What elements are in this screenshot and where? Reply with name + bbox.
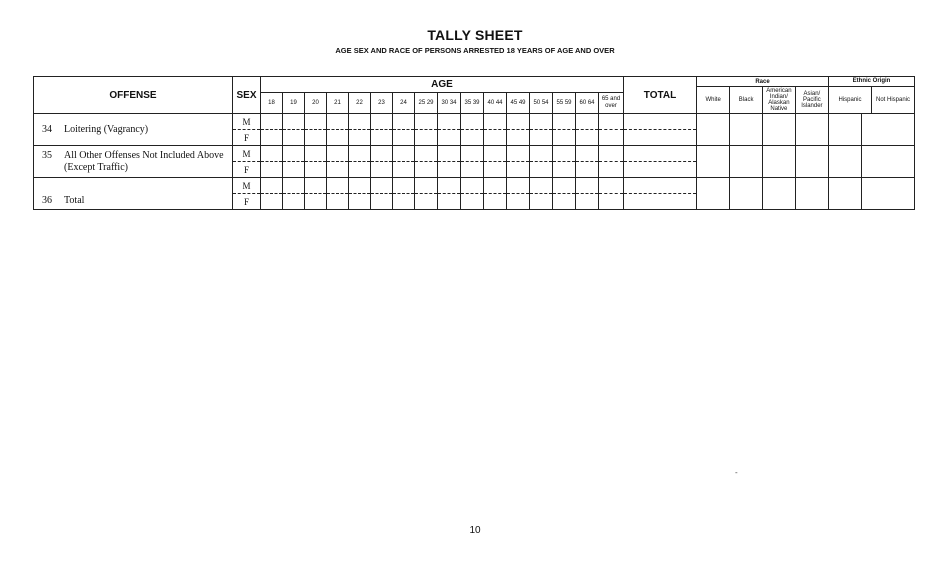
age-col-13: 55 59 — [553, 93, 576, 114]
stray-mark: - — [735, 468, 738, 477]
age-tally-cell[interactable] — [461, 194, 484, 210]
age-tally-cell[interactable] — [530, 146, 553, 162]
age-tally-cell[interactable] — [283, 114, 305, 130]
age-col-8: 30 34 — [438, 93, 461, 114]
age-tally-cell[interactable] — [507, 114, 530, 130]
offense-number: 36 — [42, 195, 52, 206]
race-tally-cell[interactable] — [763, 146, 796, 178]
offense-label-line2: (Except Traffic) — [64, 161, 128, 173]
ethnic-tally-cell[interactable] — [829, 146, 862, 178]
age-tally-cell[interactable] — [349, 194, 371, 210]
age-tally-cell[interactable] — [415, 130, 438, 146]
age-tally-cell[interactable] — [507, 194, 530, 210]
age-tally-cell[interactable] — [327, 194, 349, 210]
age-tally-cell[interactable] — [415, 146, 438, 162]
sex-header: SEX — [233, 77, 261, 114]
age-tally-cell[interactable] — [371, 194, 393, 210]
age-tally-cell[interactable] — [393, 114, 415, 130]
page-number: 10 — [469, 525, 481, 536]
race-tally-cell[interactable] — [697, 114, 730, 146]
race-col-1: Black — [730, 87, 763, 113]
page-title: TALLY SHEET — [427, 27, 523, 43]
age-col-12: 50 54 — [530, 93, 553, 114]
race-col-0: White — [705, 97, 721, 104]
age-col-10: 40 44 — [484, 93, 507, 114]
age-tally-cell[interactable] — [530, 178, 553, 194]
age-tally-cell[interactable] — [349, 178, 371, 194]
age-tally-cell[interactable] — [261, 194, 283, 210]
age-tally-cell[interactable] — [599, 146, 624, 162]
age-tally-cell[interactable] — [438, 146, 461, 162]
ethnic-tally-cell[interactable] — [862, 114, 915, 146]
age-tally-cell[interactable] — [349, 162, 371, 178]
age-tally-cell[interactable] — [576, 146, 599, 162]
age-tally-cell[interactable] — [553, 146, 576, 162]
age-tally-cell[interactable] — [484, 130, 507, 146]
age-tally-cell[interactable] — [261, 130, 283, 146]
age-tally-cell[interactable] — [261, 178, 283, 194]
age-col-11: 45 49 — [507, 93, 530, 114]
race-tally-cell[interactable] — [763, 178, 796, 210]
age-tally-cell[interactable] — [461, 130, 484, 146]
page-subtitle: AGE SEX AND RACE OF PERSONS ARRESTED 18 YEARS OF AGE AND OVER — [335, 46, 615, 55]
age-tally-cell[interactable] — [576, 114, 599, 130]
age-tally-cell[interactable] — [349, 114, 371, 130]
age-tally-cell[interactable] — [461, 162, 484, 178]
offense-label: All Other Offenses Not Included Above — [64, 149, 224, 161]
age-tally-cell[interactable] — [415, 194, 438, 210]
ethnic-tally-cell[interactable] — [829, 178, 862, 210]
race-group-label: Race — [697, 77, 828, 87]
age-tally-cell[interactable] — [393, 178, 415, 194]
age-tally-cell[interactable] — [553, 194, 576, 210]
age-col-4: 22 — [349, 93, 371, 114]
age-tally-cell[interactable] — [327, 130, 349, 146]
age-col-9: 35 39 — [461, 93, 484, 114]
age-tally-cell[interactable] — [283, 178, 305, 194]
sex-cell-m: M — [233, 114, 261, 130]
age-tally-cell[interactable] — [305, 146, 327, 162]
ethnic-col-0: Hispanic — [838, 96, 862, 103]
offense-number: 35 — [42, 149, 52, 161]
sex-cell-m: M — [233, 178, 261, 194]
offense-row-35 — [34, 146, 233, 178]
age-tally-cell[interactable] — [599, 178, 624, 194]
race-tally-cell[interactable] — [763, 114, 796, 146]
offense-row-36 — [34, 178, 233, 210]
ethnic-tally-cell[interactable] — [829, 114, 862, 146]
age-header: AGE — [261, 77, 624, 93]
sex-cell-m: M — [233, 146, 261, 162]
age-tally-cell[interactable] — [371, 114, 393, 130]
age-tally-cell[interactable] — [553, 114, 576, 130]
age-col-2: 20 — [305, 93, 327, 114]
race-col-2: American Indian/ Alaskan Native — [763, 87, 796, 113]
ethnic-tally-cell[interactable] — [862, 146, 915, 178]
age-tally-cell[interactable] — [283, 130, 305, 146]
age-tally-cell[interactable] — [261, 146, 283, 162]
race-col-3: Asian/ Pacific Islander — [795, 87, 828, 113]
age-tally-cell[interactable] — [530, 130, 553, 146]
race-tally-cell[interactable] — [796, 178, 829, 210]
race-tally-cell[interactable] — [796, 114, 829, 146]
age-tally-cell[interactable] — [438, 130, 461, 146]
age-tally-cell[interactable] — [599, 130, 624, 146]
age-tally-cell[interactable] — [507, 130, 530, 146]
age-tally-cell[interactable] — [576, 178, 599, 194]
age-tally-cell[interactable] — [484, 146, 507, 162]
age-tally-cell[interactable] — [484, 178, 507, 194]
age-tally-cell[interactable] — [530, 162, 553, 178]
total-tally-cell[interactable] — [624, 130, 697, 146]
sex-cell-f: F — [233, 130, 261, 146]
age-tally-cell[interactable] — [438, 114, 461, 130]
sex-cell-f: F — [233, 162, 261, 178]
age-tally-cell[interactable] — [438, 162, 461, 178]
age-col-0: 18 — [261, 93, 283, 114]
total-tally-cell[interactable] — [624, 178, 697, 194]
age-tally-cell[interactable] — [327, 178, 349, 194]
age-tally-cell[interactable] — [530, 194, 553, 210]
sex-cell-f: F — [233, 194, 261, 210]
age-tally-cell[interactable] — [305, 114, 327, 130]
age-tally-cell[interactable] — [507, 146, 530, 162]
age-tally-cell[interactable] — [305, 162, 327, 178]
age-tally-cell[interactable] — [371, 162, 393, 178]
age-col-1: 19 — [283, 93, 305, 114]
age-tally-cell[interactable] — [305, 130, 327, 146]
age-tally-cell[interactable] — [393, 162, 415, 178]
age-tally-cell[interactable] — [461, 178, 484, 194]
age-tally-cell[interactable] — [349, 130, 371, 146]
age-col-15: 65 and over — [599, 93, 624, 114]
age-tally-cell[interactable] — [484, 162, 507, 178]
age-tally-cell[interactable] — [599, 114, 624, 130]
age-tally-cell[interactable] — [484, 194, 507, 210]
age-col-5: 23 — [371, 93, 393, 114]
age-tally-cell[interactable] — [327, 114, 349, 130]
race-tally-cell[interactable] — [697, 178, 730, 210]
age-tally-cell[interactable] — [415, 162, 438, 178]
tally-table — [33, 76, 915, 210]
age-tally-cell[interactable] — [599, 194, 624, 210]
age-tally-cell[interactable] — [305, 178, 327, 194]
age-tally-cell[interactable] — [576, 162, 599, 178]
race-tally-cell[interactable] — [796, 146, 829, 178]
age-tally-cell[interactable] — [507, 178, 530, 194]
age-tally-cell[interactable] — [576, 194, 599, 210]
age-tally-cell[interactable] — [283, 162, 305, 178]
age-tally-cell[interactable] — [553, 178, 576, 194]
total-header: TOTAL — [624, 77, 697, 114]
total-tally-cell[interactable] — [624, 146, 697, 162]
age-col-7: 25 29 — [415, 93, 438, 114]
age-tally-cell[interactable] — [393, 130, 415, 146]
age-tally-cell[interactable] — [261, 114, 283, 130]
total-tally-cell[interactable] — [624, 114, 697, 130]
offense-number: 34 — [42, 123, 52, 135]
ethnic-group — [829, 77, 915, 114]
age-tally-cell[interactable] — [461, 114, 484, 130]
race-tally-cell[interactable] — [730, 114, 763, 146]
age-tally-cell[interactable] — [371, 178, 393, 194]
age-tally-cell[interactable] — [415, 114, 438, 130]
age-tally-cell[interactable] — [438, 194, 461, 210]
age-tally-cell[interactable] — [261, 162, 283, 178]
age-tally-cell[interactable] — [371, 130, 393, 146]
age-tally-cell[interactable] — [327, 162, 349, 178]
age-tally-cell[interactable] — [530, 114, 553, 130]
race-tally-cell[interactable] — [730, 146, 763, 178]
age-tally-cell[interactable] — [349, 146, 371, 162]
age-tally-cell[interactable] — [484, 114, 507, 130]
ethnic-col-1: Not Hispanic — [872, 86, 915, 113]
age-tally-cell[interactable] — [283, 194, 305, 210]
offense-label: Loitering (Vagrancy) — [64, 123, 149, 135]
age-tally-cell[interactable] — [507, 162, 530, 178]
age-tally-cell[interactable] — [393, 194, 415, 210]
total-tally-cell[interactable] — [624, 194, 697, 210]
age-col-3: 21 — [327, 93, 349, 114]
age-tally-cell[interactable] — [438, 178, 461, 194]
age-tally-cell[interactable] — [461, 146, 484, 162]
age-tally-cell[interactable] — [327, 146, 349, 162]
total-tally-cell[interactable] — [624, 162, 697, 178]
age-col-14: 60 64 — [576, 93, 599, 114]
age-tally-cell[interactable] — [599, 162, 624, 178]
age-tally-cell[interactable] — [305, 194, 327, 210]
offense-header: OFFENSE — [34, 77, 233, 114]
age-tally-cell[interactable] — [553, 162, 576, 178]
age-tally-cell[interactable] — [553, 130, 576, 146]
offense-row-34 — [34, 114, 233, 146]
ethnic-group-label: Ethnic Origin — [829, 77, 914, 86]
race-tally-cell[interactable] — [697, 146, 730, 178]
race-group — [697, 77, 829, 114]
age-tally-cell[interactable] — [283, 146, 305, 162]
age-tally-cell[interactable] — [576, 130, 599, 146]
age-tally-cell[interactable] — [415, 178, 438, 194]
age-tally-cell[interactable] — [371, 146, 393, 162]
age-col-6: 24 — [393, 93, 415, 114]
race-tally-cell[interactable] — [730, 178, 763, 210]
age-tally-cell[interactable] — [393, 146, 415, 162]
offense-label: Total — [64, 195, 85, 206]
ethnic-tally-cell[interactable] — [862, 178, 915, 210]
